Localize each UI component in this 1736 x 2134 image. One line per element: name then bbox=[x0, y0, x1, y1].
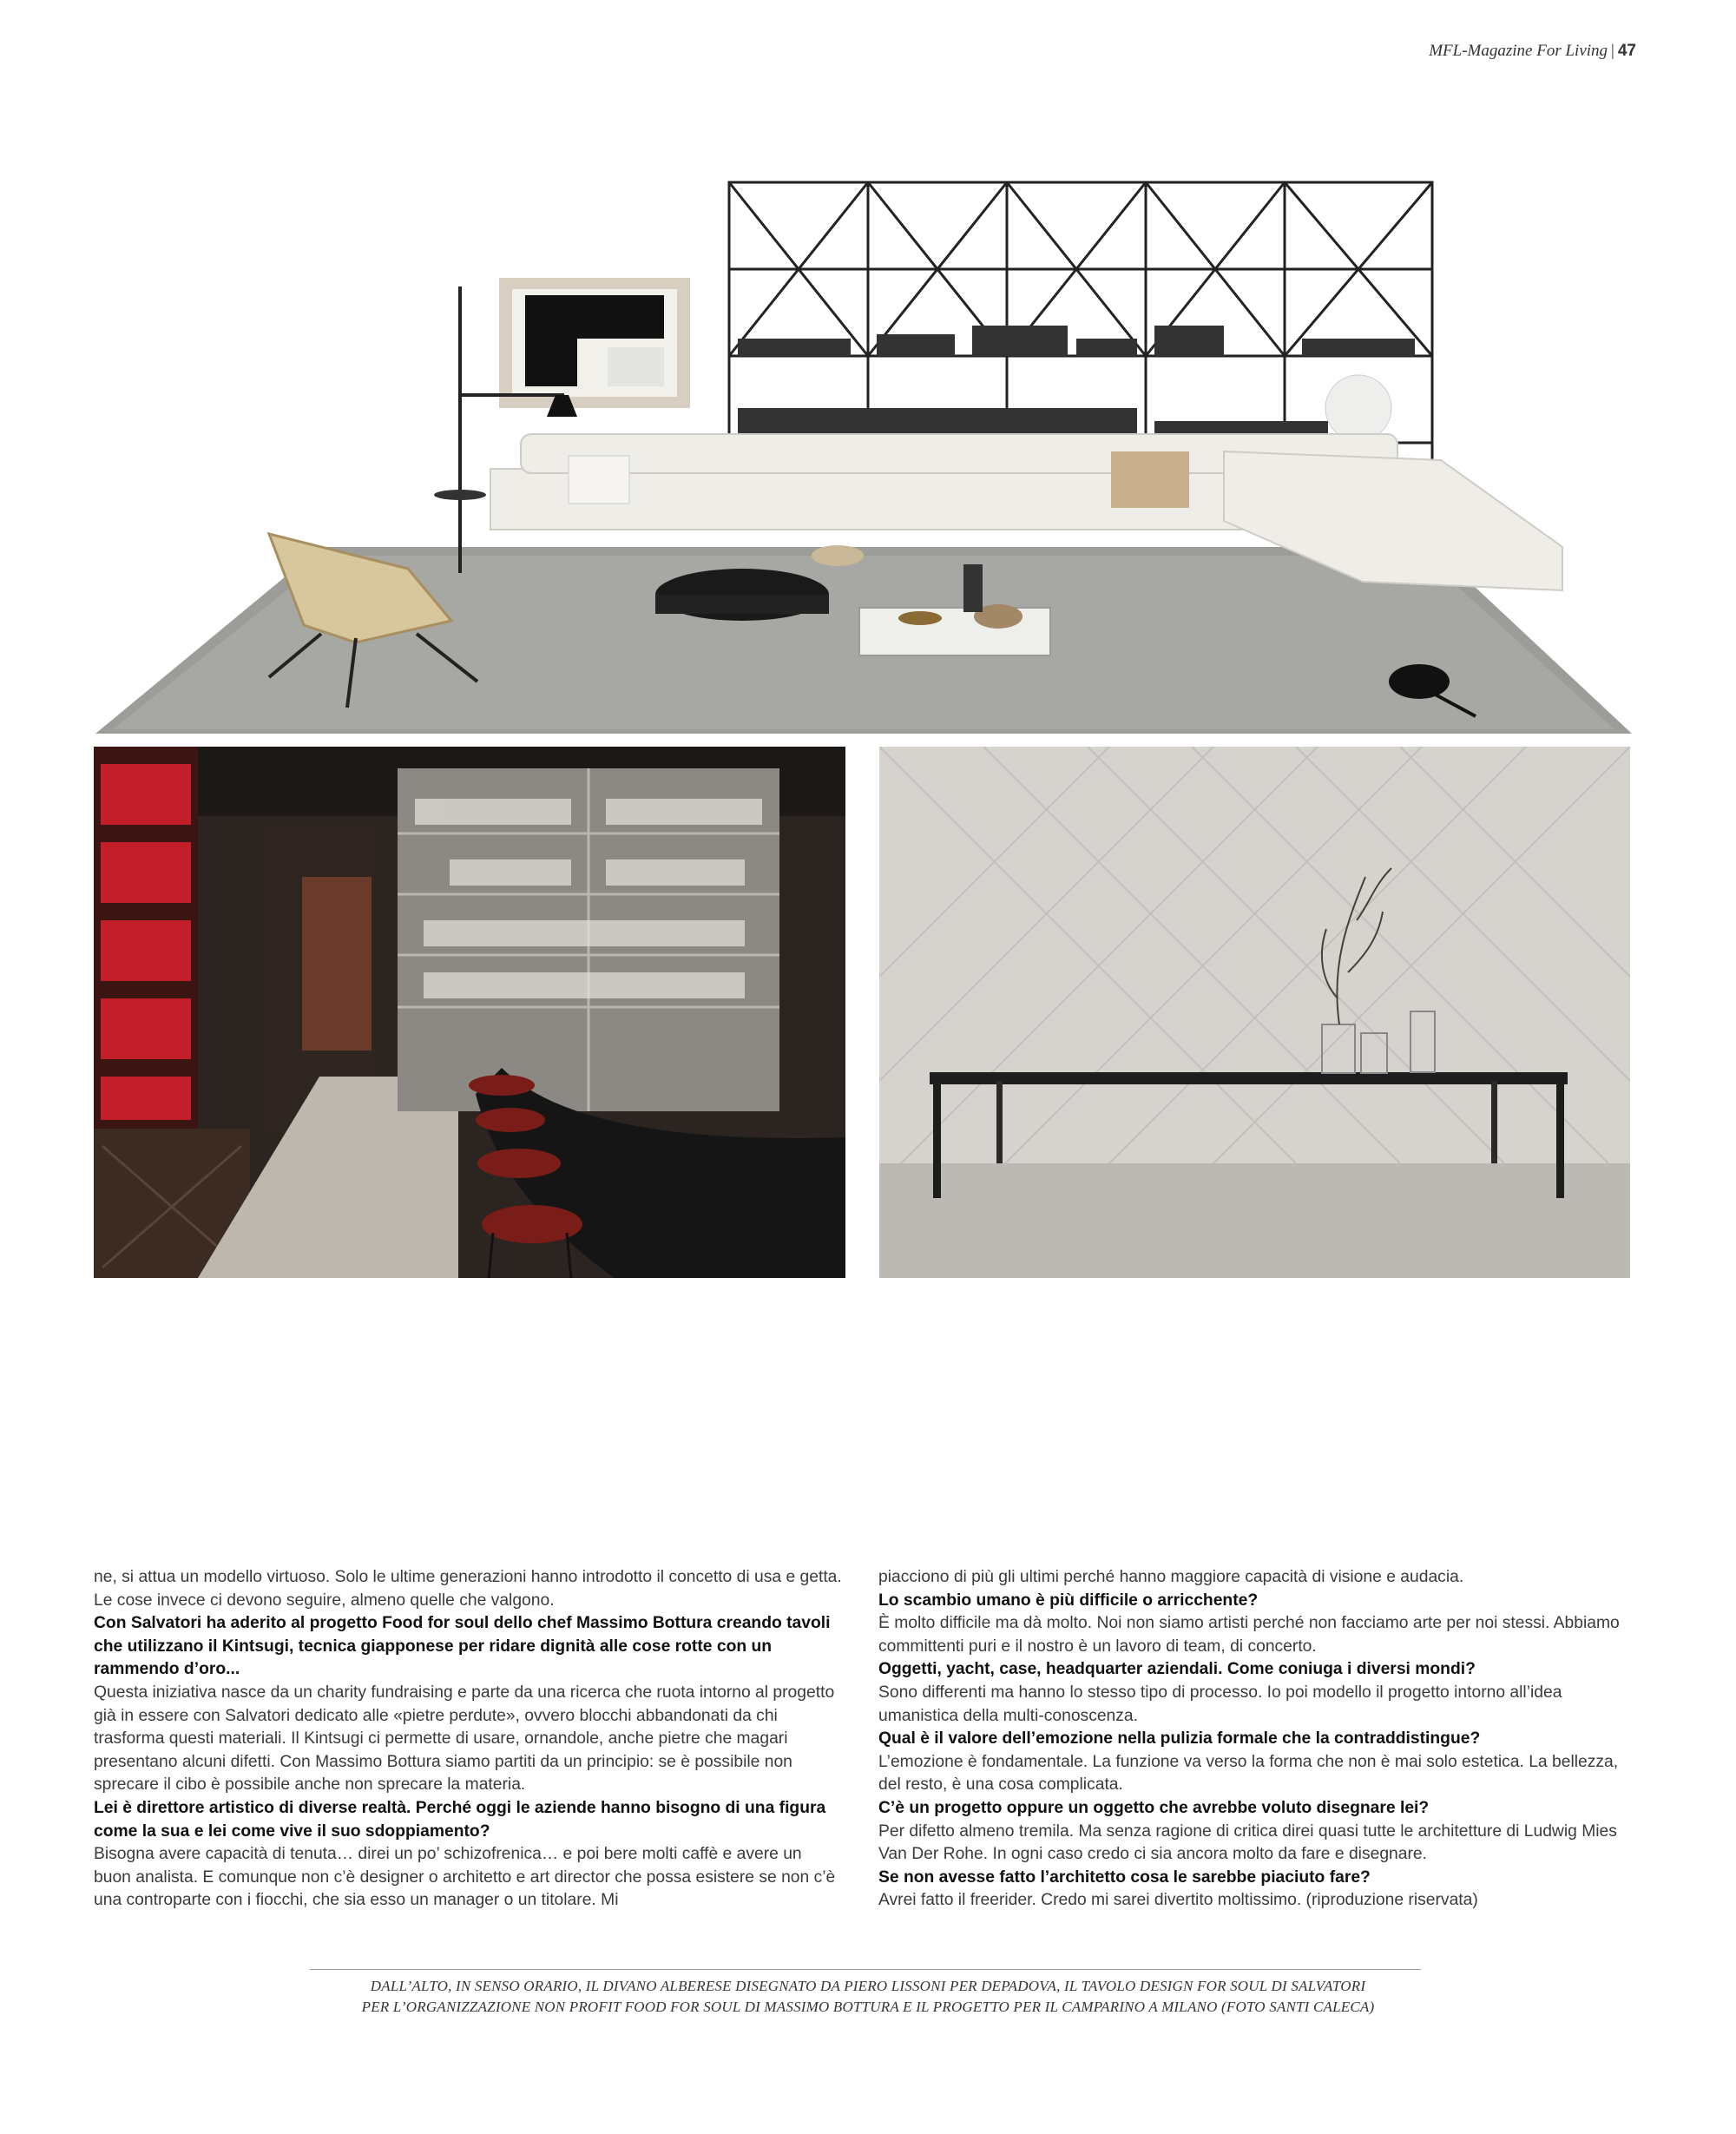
table-photo bbox=[879, 747, 1630, 1278]
paragraph-answer: Avrei fatto il freerider. Credo mi sarei divertito moltissimo. (riproduzione riservata) bbox=[878, 1891, 1478, 1910]
paragraph-question: Qual è il valore dell’emozione nella pulizia formale che la contraddistingue? bbox=[878, 1729, 1481, 1749]
dining-table-icon bbox=[879, 747, 1630, 1278]
paragraph-answer: È molto difficile ma dà molto. Noi non siamo artisti perché non facciamo arte per noi stessi. Abbiamo committenti puri e il nostro è un lavoro di team, di concerto. bbox=[878, 1614, 1620, 1656]
paragraph-answer: Bisogna avere capacità di tenuta… direi un po’ schizofrenica… e poi bere molti caffè e avere un buon analista. E comunque non c’è designer o architetto e art director che possa esistere se non c’è una controparte con i fiocchi, che sia esso un manager o un titolare. Mi bbox=[94, 1845, 836, 1910]
page-number: 47 bbox=[1617, 42, 1636, 60]
caption-divider bbox=[310, 1969, 1421, 1970]
paragraph-answer: L’emozione è fondamentale. La funzione va verso la forma che non è mai solo estetica. La bellezza, del resto, è una cosa complicata. bbox=[878, 1752, 1619, 1795]
sofa-living-room-icon bbox=[95, 174, 1632, 738]
bar-photo bbox=[94, 747, 845, 1278]
paragraph-question: Lei è direttore artistico di diverse realtà. Perché oggi le aziende hanno bisogno di una figura come la sua e lei come vive il suo sdoppiamento? bbox=[94, 1798, 826, 1841]
header-separator: | bbox=[1611, 42, 1614, 60]
paragraph-question: Oggetti, yacht, case, headquarter aziendali. Come coniuga i diversi mondi? bbox=[878, 1660, 1476, 1679]
caption-line-2: PER L’ORGANIZZAZIONE NON PROFIT FOOD FOR SOUL DI MASSIMO BOTTURA E IL PROGETTO PER IL CAMPARINO A MILANO (FOTO SANTI CALECA) bbox=[361, 1999, 1375, 2015]
paragraph-answer: ne, si attua un modello virtuoso. Solo le ultime generazioni hanno introdotto il concetto di usa e getta. Le cose invece ci devono seguire, almeno quelle che valgono. bbox=[94, 1568, 842, 1610]
paragraph-question: Se non avesse fatto l’architetto cosa le sarebbe piaciuto fare? bbox=[878, 1867, 1371, 1887]
bar-counter-icon bbox=[94, 747, 845, 1278]
page-header bbox=[1429, 42, 1636, 61]
paragraph-question: Con Salvatori ha aderito al progetto Food for soul dello chef Massimo Bottura creando tavoli che utilizzano il Kintsugi, tecnica giapponese per ridare dignità alle cose rotte con un rammendo d’oro... bbox=[94, 1614, 831, 1679]
paragraph-question: C’è un progetto oppure un oggetto che avrebbe voluto disegnare lei? bbox=[878, 1798, 1430, 1817]
paragraph-answer: piacciono di più gli ultimi perché hanno maggiore capacità di visione e audacia. bbox=[878, 1568, 1464, 1586]
caption-line-1: DALL’ALTO, IN SENSO ORARIO, IL DIVANO ALBERESE DISEGNATO DA PIERO LISSONI PER DEPADOVA, IL TAVOLO DESIGN FOR SOUL DI SALVATORI bbox=[370, 1978, 1366, 1994]
paragraph-answer: Sono differenti ma hanno lo stesso tipo di processo. Io poi modello il progetto intorno all’idea umanistica della multi-conoscenza. bbox=[878, 1683, 1562, 1725]
photo-caption bbox=[217, 1976, 1519, 2018]
paragraph-answer: Per difetto almeno tremila. Ma senza ragione di critica direi quasi tutte le architetture di Ludwig Mies Van Der Rohe. In ogni caso credo ci sia ancora molto da fare e disegnare. bbox=[878, 1821, 1617, 1864]
right-text-column bbox=[878, 1566, 1634, 1913]
living-room-photo bbox=[95, 174, 1632, 738]
paragraph-question: Lo scambio umano è più difficile o arricchente? bbox=[878, 1591, 1259, 1610]
left-text-column bbox=[94, 1566, 842, 1913]
magazine-name: MFL-Magazine For Living bbox=[1429, 42, 1608, 60]
paragraph-answer: Questa iniziativa nasce da un charity fundraising e parte da una ricerca che ruota intorno al progetto già in essere con Salvatori dedicato alle «pietre perdute», ovvero blocchi abbandonati da chi trasforma questi materiali. Il Kintsugi ci permette di usare, ornandole, anche pietre che magari presentano alcuni difetti. Con Massimo Bottura siamo partiti da un principio: se è possibile non sprecare il cibo è possibile anche non sprecare la materia. bbox=[94, 1683, 835, 1795]
